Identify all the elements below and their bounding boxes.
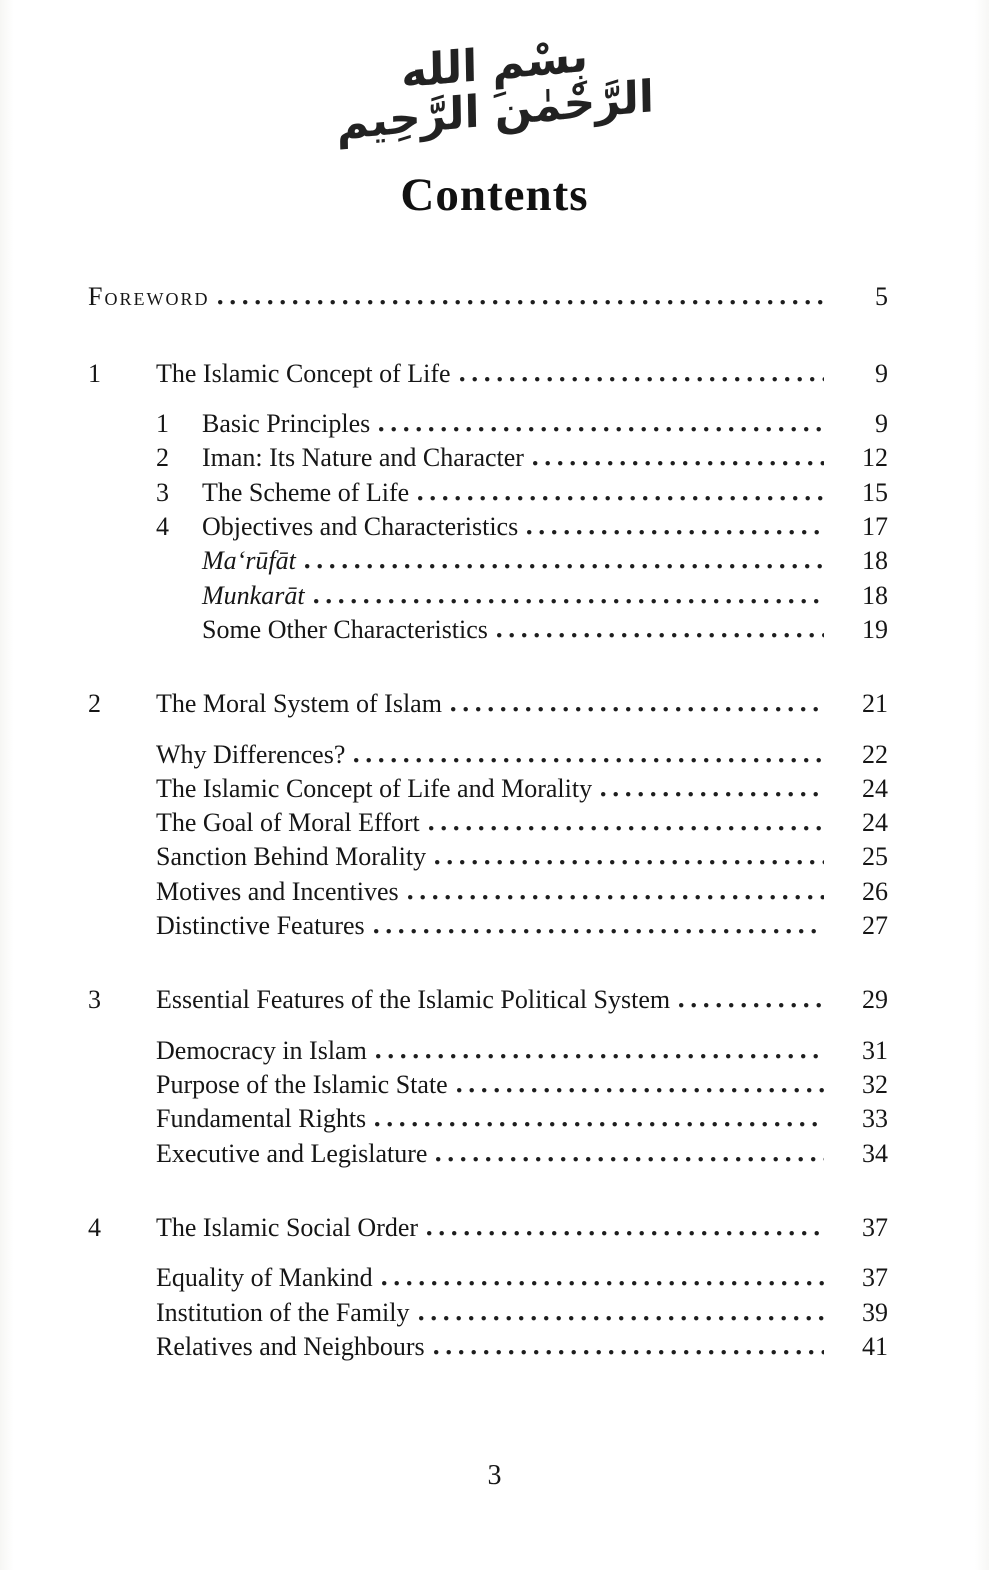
section-row xyxy=(88,840,888,874)
entry-number: 4 xyxy=(156,511,169,541)
section-row xyxy=(88,738,888,772)
entry-page-number: 37 xyxy=(862,1263,888,1293)
dot-leader xyxy=(408,895,824,900)
entry-page-number: 25 xyxy=(862,842,888,872)
dot-leader xyxy=(427,1231,824,1236)
dot-leader xyxy=(374,929,824,934)
entry-title: Foreword xyxy=(88,282,210,312)
entry-page-number: 32 xyxy=(862,1070,888,1099)
dot-leader xyxy=(679,1003,824,1008)
section-row xyxy=(88,1102,888,1136)
entry-number: 3 xyxy=(88,985,101,1015)
dot-leader xyxy=(375,1122,824,1127)
entry-title: Equality of Mankind xyxy=(156,1263,373,1293)
entry-page-number: 19 xyxy=(862,614,888,644)
entry-page-number: 33 xyxy=(862,1104,888,1134)
page-number: 3 xyxy=(487,1460,502,1492)
dot-leader xyxy=(434,1350,824,1355)
dot-leader xyxy=(460,377,824,382)
section-row xyxy=(88,613,888,647)
entry-page-number: 21 xyxy=(862,689,888,719)
entry-number: 1 xyxy=(156,409,169,438)
dot-leader xyxy=(314,599,824,604)
entry-page-number: 9 xyxy=(875,409,888,438)
entry-page-number: 26 xyxy=(862,876,888,906)
section-row xyxy=(88,875,888,909)
dot-leader xyxy=(376,1054,824,1059)
bismillah-calligraphy: بِسْمِ الله الرَّحْمٰن الرَّحِيم xyxy=(335,30,654,151)
dot-leader xyxy=(436,1157,824,1162)
dot-leader xyxy=(354,758,824,763)
entry-title: Relatives and Neighbours xyxy=(156,1331,425,1361)
entry-title: Munkarāt xyxy=(202,580,305,610)
table-of-contents xyxy=(88,280,888,1364)
entry-title: The Islamic Social Order xyxy=(156,1212,419,1242)
dot-leader xyxy=(418,496,824,501)
section-row xyxy=(88,1261,888,1295)
entry-title: Executive and Legislature xyxy=(156,1138,428,1168)
section-row xyxy=(88,441,888,475)
section-row xyxy=(88,806,888,840)
entry-number: 2 xyxy=(88,689,101,719)
entry-page-number: 39 xyxy=(862,1297,888,1327)
entry-title: Fundamental Rights xyxy=(156,1104,367,1134)
entry-title: Sanction Behind Morality xyxy=(156,842,427,872)
chapter-row xyxy=(88,687,888,721)
entry-page-number: 27 xyxy=(862,911,888,941)
section-row xyxy=(88,1296,888,1330)
section-row xyxy=(88,476,888,510)
entry-page-number: 12 xyxy=(862,443,888,473)
dot-leader xyxy=(497,633,824,638)
dot-leader xyxy=(435,860,824,865)
chapter-row xyxy=(88,357,888,391)
chapter-row xyxy=(88,1211,888,1245)
chapter-row xyxy=(88,983,888,1017)
foreword-row xyxy=(88,280,888,314)
entry-title: Basic Principles xyxy=(202,409,371,438)
entry-title: Essential Features of the Islamic Political System xyxy=(156,985,671,1015)
entry-number: 1 xyxy=(88,358,101,388)
dot-leader xyxy=(457,1088,824,1093)
section-row xyxy=(88,579,888,613)
entry-page-number: 29 xyxy=(862,985,888,1015)
page-title: Contents xyxy=(400,169,589,222)
entry-title: The Islamic Concept of Life and Morality xyxy=(156,773,593,803)
section-row xyxy=(88,772,888,806)
section-row xyxy=(88,510,888,544)
entry-title: Institution of the Family xyxy=(156,1297,410,1327)
entry-title: The Scheme of Life xyxy=(202,477,410,507)
entry-page-number: 18 xyxy=(862,546,888,576)
entry-page-number: 31 xyxy=(862,1035,888,1065)
dot-leader xyxy=(305,564,824,569)
section-row xyxy=(88,1137,888,1171)
section-row xyxy=(88,1068,888,1102)
entry-number: 2 xyxy=(156,443,169,473)
entry-page-number: 17 xyxy=(862,511,888,541)
section-row xyxy=(88,909,888,943)
dot-leader xyxy=(533,461,824,466)
entry-page-number: 15 xyxy=(862,477,888,507)
entry-page-number: 41 xyxy=(862,1331,888,1361)
entry-title: Why Differences? xyxy=(156,739,346,769)
dot-leader xyxy=(218,300,824,305)
section-row xyxy=(88,407,888,441)
entry-number: 3 xyxy=(156,477,169,507)
entry-page-number: 24 xyxy=(862,773,888,803)
entry-page-number: 22 xyxy=(862,739,888,769)
entry-page-number: 9 xyxy=(875,358,888,388)
entry-title: Ma‘rūfāt xyxy=(202,546,296,576)
dot-leader xyxy=(419,1316,825,1321)
entry-page-number: 34 xyxy=(862,1138,888,1168)
entry-title: Motives and Incentives xyxy=(156,876,399,906)
entry-title: Iman: Its Nature and Character xyxy=(202,443,524,473)
entry-title: Purpose of the Islamic State xyxy=(156,1070,448,1099)
dot-leader xyxy=(451,707,824,712)
entry-page-number: 37 xyxy=(862,1212,888,1242)
dot-leader xyxy=(601,792,824,797)
entry-title: The Goal of Moral Effort xyxy=(156,808,420,838)
section-row xyxy=(88,544,888,578)
dot-leader xyxy=(382,1281,824,1286)
entry-number: 4 xyxy=(88,1212,101,1242)
entry-page-number: 18 xyxy=(862,580,888,610)
dot-leader xyxy=(379,427,824,432)
entry-page-number: 24 xyxy=(862,808,888,838)
entry-title: The Islamic Concept of Life xyxy=(156,358,451,388)
entry-page-number: 5 xyxy=(875,282,888,312)
dot-leader xyxy=(429,826,824,831)
entry-title: Some Other Characteristics xyxy=(202,614,488,644)
entry-title: Democracy in Islam xyxy=(156,1035,367,1065)
section-row xyxy=(88,1034,888,1068)
section-row xyxy=(88,1330,888,1364)
entry-title: Distinctive Features xyxy=(156,911,365,941)
entry-title: Objectives and Characteristics xyxy=(202,511,519,541)
entry-title: The Moral System of Islam xyxy=(156,689,442,719)
dot-leader xyxy=(527,530,824,535)
